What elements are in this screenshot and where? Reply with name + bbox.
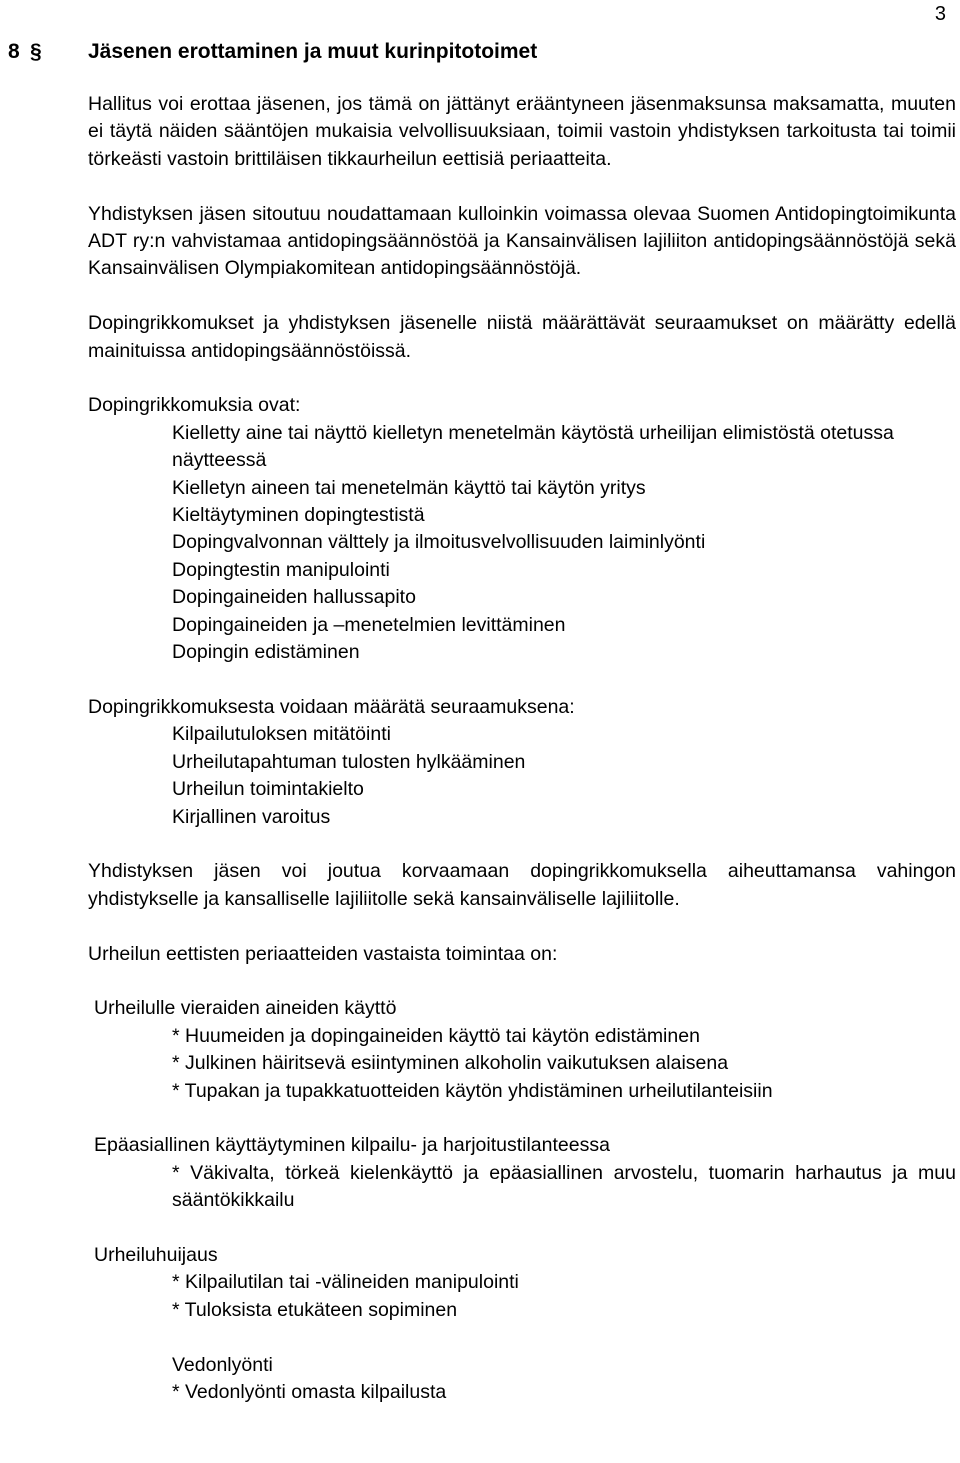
list-item: * Tuloksista etukäteen sopiminen bbox=[172, 1298, 458, 1321]
unethical-group bbox=[88, 1132, 956, 1214]
list-item: Dopingvalvonnan välttely ja ilmoitusvelvollisuuden laiminlyönti bbox=[172, 531, 706, 554]
section-symbol: § bbox=[30, 40, 42, 63]
paragraph-doping-sanctions: Dopingrikkomukset ja yhdistyksen jäsenelle niistä määrättävät seuraamukset on määrätty edellä mainituissa antidopingsäännöstöissä. bbox=[88, 312, 956, 362]
unethical-group bbox=[88, 1352, 956, 1407]
list-item: Kieltäytyminen dopingtestistä bbox=[172, 504, 425, 527]
list-item: * Tupakan ja tupakkatuotteiden käytön yhdistäminen urheilutilanteisiin bbox=[172, 1079, 773, 1102]
list-item: Kirjallinen varoitus bbox=[172, 805, 331, 828]
unethical-group bbox=[88, 1242, 956, 1324]
list-item: * Julkinen häiritsevä esiintyminen alkoholin vaikutuksen alaisena bbox=[172, 1052, 729, 1075]
list-item: Urheilutapahtuman tulosten hylkääminen bbox=[172, 750, 526, 773]
document-body bbox=[88, 91, 956, 1406]
paragraph-damages: Yhdistyksen jäsen voi joutua korvaamaan dopingrikkomuksella aiheuttamansa vahingon yhdistykselle ja kansalliselle lajiliitolle sekä kansainväliselle lajiliitolle. bbox=[88, 860, 956, 910]
list-item: * Väkivalta, törkeä kielenkäyttö ja epäasiallinen arvostelu, tuomarin harhautus ja muu sääntökikkailu bbox=[172, 1161, 956, 1212]
unethical-intro: Urheilun eettisten periaatteiden vastaista toimintaa on: bbox=[88, 942, 558, 965]
list-item: Dopingtestin manipulointi bbox=[172, 558, 390, 581]
sanctions-intro: Dopingrikkomuksesta voidaan määrätä seuraamuksena: bbox=[88, 695, 575, 718]
list-item: Dopingaineiden ja –menetelmien levittäminen bbox=[172, 613, 566, 636]
page-number: 3 bbox=[934, 3, 946, 25]
list-item: * Huumeiden ja dopingaineiden käyttö tai käytön edistäminen bbox=[172, 1024, 700, 1047]
section-number: 8 bbox=[8, 40, 20, 63]
list-item: * Vedonlyönti omasta kilpailusta bbox=[172, 1380, 447, 1403]
list-item: Kilpailutuloksen mitätöinti bbox=[172, 723, 391, 746]
sanctions-list bbox=[88, 721, 956, 831]
unethical-group-heading: Vedonlyönti bbox=[172, 1353, 273, 1376]
list-item: Dopingin edistäminen bbox=[172, 641, 360, 664]
list-item: * Kilpailutilan tai -välineiden manipulointi bbox=[172, 1271, 519, 1294]
paragraph-expulsion: Hallitus voi erottaa jäsenen, jos tämä on jättänyt erääntyneen jäsenmaksunsa maksamatta, muuten ei täytä näiden sääntöjen mukaisia velvollisuuksiaan, toimii vastoin yhdistyksen tarkoitusta tai toimii törkeästi vastoin brittiläisen tikkaurheilun eettisiä periaatteita. bbox=[88, 93, 956, 170]
doping-violations-intro: Dopingrikkomuksia ovat: bbox=[88, 394, 301, 417]
list-item: Kielletty aine tai näyttö kielletyn menetelmän käytöstä urheilijan elimistöstä otetussa näytteessä bbox=[172, 421, 894, 472]
list-item: Dopingaineiden hallussapito bbox=[172, 586, 416, 609]
list-item: Urheilun toimintakielto bbox=[172, 778, 364, 801]
paragraph-antidoping-commitment: Yhdistyksen jäsen sitoutuu noudattamaan kulloinkin voimassa olevaa Suomen Antidopingtoimikunta ADT ry:n vahvistamaa antidopingsäännöstöä ja Kansainvälisen lajiliiton antidopingsäännöstöjä sekä Kansainvälisen Olympiakomitean antidopingsäännöstöjä. bbox=[88, 202, 956, 280]
unethical-group-heading: Urheilulle vieraiden aineiden käyttö bbox=[94, 997, 397, 1020]
unethical-group-heading: Epäasiallinen käyttäytyminen kilpailu- ja harjoitustilanteessa bbox=[94, 1134, 610, 1157]
list-item: Kielletyn aineen tai menetelmän käyttö tai käytön yritys bbox=[172, 476, 646, 499]
doping-violations-list bbox=[88, 420, 956, 667]
unethical-group bbox=[88, 995, 956, 1105]
unethical-group-heading: Urheiluhuijaus bbox=[94, 1243, 218, 1266]
section-title: Jäsenen erottaminen ja muut kurinpitotoimet bbox=[88, 40, 538, 63]
